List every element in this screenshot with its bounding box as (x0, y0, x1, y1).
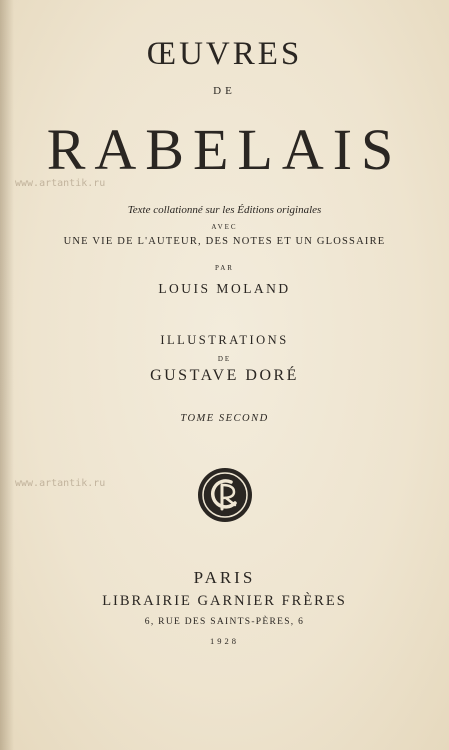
watermark-middle: www.artantik.ru (15, 478, 106, 489)
title-de: DE (213, 85, 236, 97)
watermark-top: www.artantik.ru (15, 178, 106, 189)
publisher-address: 6, RUE DES SAINTS-PÈRES, 6 (144, 617, 305, 627)
illustrations-label: ILLUSTRATIONS (160, 333, 289, 347)
editor-name: LOUIS MOLAND (158, 281, 291, 296)
publisher-name: LIBRAIRIE GARNIER FRÈRES (102, 593, 347, 609)
title-author: RABELAIS (46, 117, 403, 182)
edition-contents: UNE VIE DE L'AUTEUR, DES NOTES ET UN GLOSSAIRE (63, 236, 386, 247)
publication-year: 1928 (210, 636, 239, 646)
illustrations-de: DE (217, 355, 232, 363)
illustrator-name: GUSTAVE DORÉ (150, 367, 299, 384)
volume-label: TOME SECOND (180, 413, 269, 424)
title-oeuvres: ŒUVRES (146, 36, 303, 72)
publisher-city: PARIS (193, 568, 256, 587)
edition-par: PAR (215, 264, 234, 272)
edition-avec: AVEC (211, 223, 238, 231)
publisher-monogram-icon (195, 465, 255, 525)
edition-note: Texte collationné sur les Éditions originales (127, 204, 322, 216)
